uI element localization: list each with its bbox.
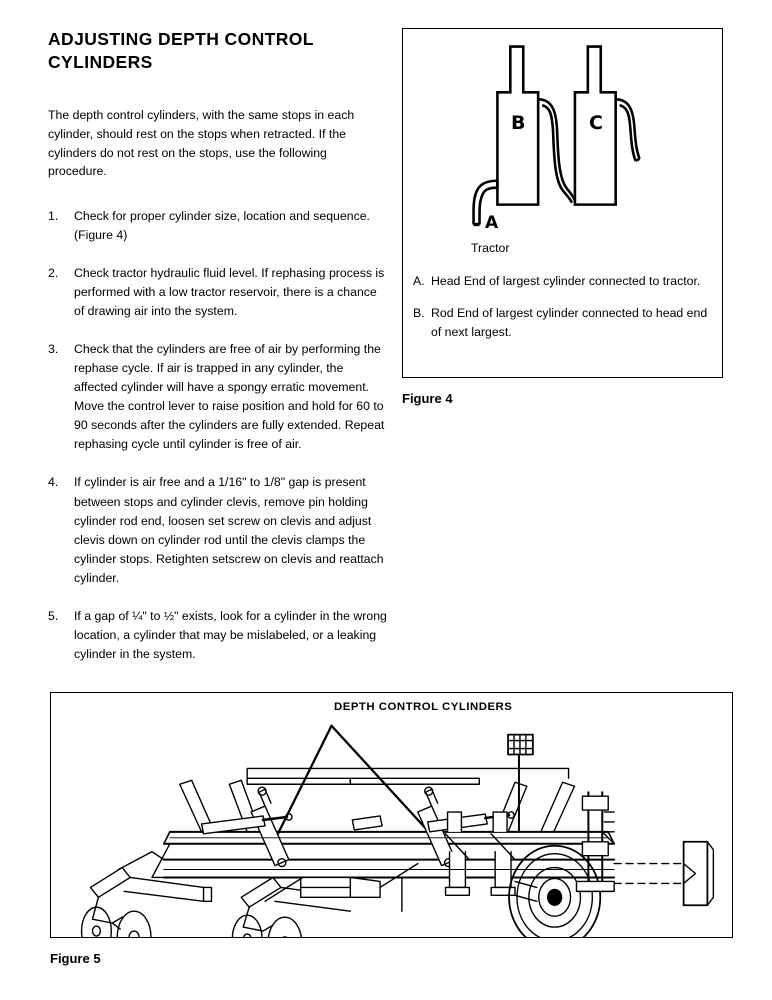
- step-number: 5.: [48, 608, 59, 623]
- wheel-axle-arm-2: [515, 895, 537, 901]
- upper-crossmember-left: [247, 778, 350, 784]
- left-gang-bracket: [204, 887, 212, 901]
- figure-5-caption: Figure 5: [50, 951, 101, 966]
- disc-1-mount: [92, 917, 122, 923]
- step-number: 1.: [48, 208, 59, 223]
- figure-4-legend: [413, 272, 713, 355]
- intro-paragraph: The depth control cylinders, with the same stops in each cylinder, should rest on the stops when retracted. If the cylinders do not rest on the stops, use the following procedure.: [48, 108, 355, 179]
- center-small-cylinder: [352, 816, 382, 830]
- cylinder-c-label: C: [589, 112, 603, 134]
- left-gang-arm: [90, 868, 130, 898]
- legend-key: A.: [413, 274, 425, 288]
- left-gang-beam-top: [130, 877, 203, 887]
- hitch-head-edge: [707, 842, 713, 905]
- list-item: [48, 340, 388, 454]
- brace-2: [380, 864, 418, 888]
- rear-bracket-mid: [582, 842, 608, 856]
- step-text: If cylinder is air free and a 1/16" to 1/8" gap is present between stops and cylinder clevis, remove pin holding cylinder rod end, loosen set screw on clevis and adjust clevis down on cylinder rod until the clevis clamps the cylinder stops. Retighten setscrew on clevis and reattach cylinder.: [74, 475, 384, 585]
- procedure-step-list: [48, 207, 388, 664]
- rear-bracket-bottom: [576, 881, 614, 891]
- list-item: [48, 607, 388, 664]
- lift-post-right: [493, 812, 507, 832]
- upper-crossmember-right: [350, 778, 479, 784]
- step-text: Check for proper cylinder size, location and sequence. (Figure 4): [74, 208, 370, 242]
- implement-side-view-drawing: [51, 693, 732, 937]
- carrier-foot-left: [446, 887, 470, 895]
- disc-blade-1-hub: [92, 926, 100, 936]
- lift-post-left: [448, 812, 462, 832]
- hose-c-free-cap: [636, 159, 640, 161]
- hose-c-free: [616, 99, 640, 159]
- step-text: Check tractor hydraulic fluid level. If rephasing process is performed with a low tractor reservoir, there is a chance of drawing air into the system.: [74, 266, 385, 319]
- gauge-wheel-2: [268, 917, 302, 937]
- step-text: Check that the cylinders are free of air by performing the rephase cycle. If air is trapped in any cylinder, the affected cylinder will have a spongy erratic movement. Move the control lever to raise position and hold for 60 to 90 seconds after the cylinders are fully extended. Repeat rephasing cycle until cylinder is free of air.: [74, 342, 385, 452]
- center-gang-drop: [243, 907, 249, 927]
- center-frame-wedge: [350, 877, 380, 897]
- legend-text: Head End of largest cylinder connected to tractor.: [431, 274, 701, 288]
- step-number: 4.: [48, 475, 59, 490]
- left-text-column: [48, 28, 388, 683]
- left-gang-beam-bottom: [124, 891, 203, 901]
- gauge-wheel-1: [117, 911, 151, 937]
- list-item: [48, 473, 388, 587]
- center-gang-arm: [241, 877, 281, 907]
- strut-right-outer: [541, 782, 575, 832]
- list-item: [413, 272, 713, 290]
- carrier-foot-right: [491, 887, 515, 895]
- list-item: [48, 207, 388, 245]
- legend-text: Rod End of largest cylinder connected to head end of next largest.: [431, 306, 708, 339]
- rear-bracket-top: [582, 796, 608, 810]
- disc-blade-2-hub: [243, 934, 251, 937]
- step-text: If a gap of ¼" to ½" exists, look for a cylinder in the wrong location, a cylinder that may be mislabeled, or a leaking cylinder in the system.: [74, 608, 387, 661]
- center-gang-beam-bottom: [275, 901, 350, 911]
- figure-4-panel: [402, 28, 723, 378]
- step-number: 3.: [48, 342, 59, 357]
- legend-key: B.: [413, 306, 425, 321]
- tractor-label: Tractor: [471, 241, 510, 255]
- list-item: [48, 264, 388, 321]
- hydraulic-cylinder-diagram: [403, 29, 722, 257]
- step-number: 2.: [48, 266, 59, 281]
- wheel-hub: [548, 889, 562, 905]
- disc-2-mount: [243, 925, 273, 931]
- hose-b-to-c: [538, 99, 575, 200]
- port-a-label: A: [485, 213, 499, 233]
- gauge-wheel-1-hub: [129, 931, 139, 937]
- figure-4-caption: Figure 4: [402, 391, 453, 406]
- top-beam: [247, 768, 568, 778]
- cylinder-b-label: B: [511, 112, 526, 134]
- depth-control-cylinders-callout: DEPTH CONTROL CYLINDERS: [334, 701, 513, 713]
- figure-5-panel: [50, 692, 733, 938]
- list-item: [413, 304, 713, 341]
- page-title: ADJUSTING DEPTH CONTROL CYLINDERS: [48, 29, 314, 73]
